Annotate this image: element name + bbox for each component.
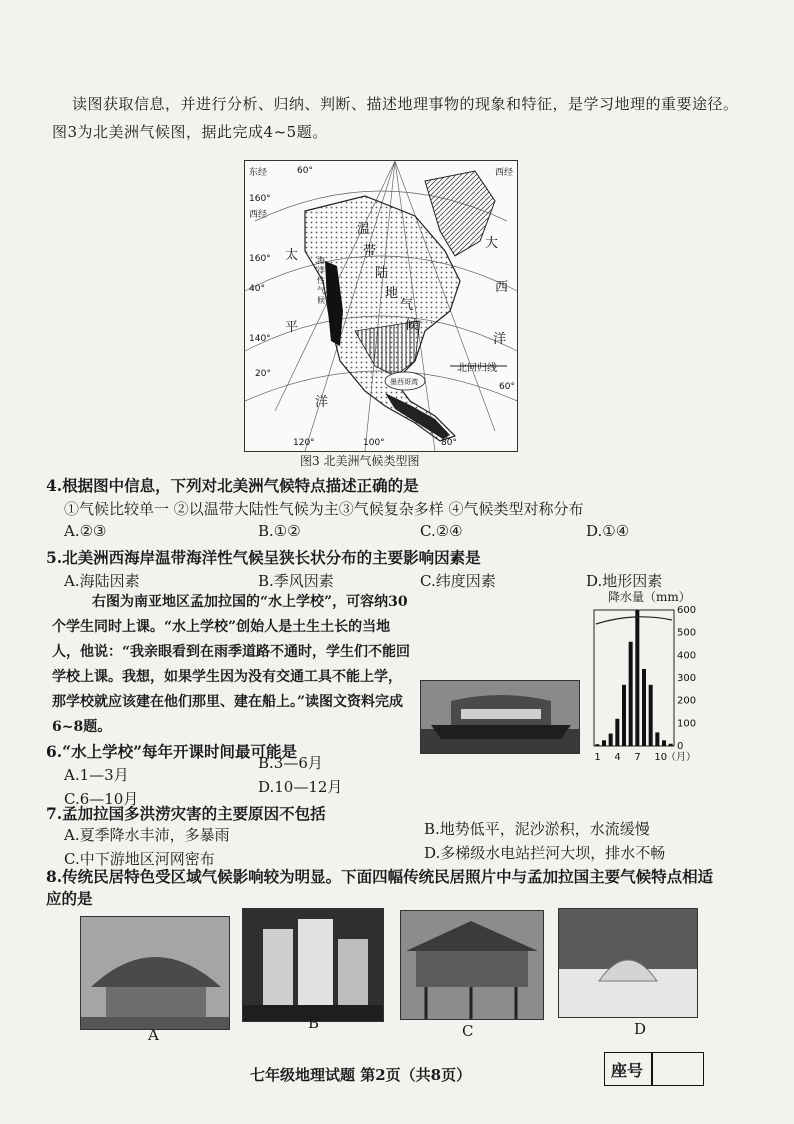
chart-frame xyxy=(594,610,674,746)
label-80w: 80° xyxy=(441,438,457,448)
label-100w: 100° xyxy=(363,438,385,448)
q5-option-d[interactable]: D.地形因素 xyxy=(586,572,663,590)
chart-xlabel: （月） xyxy=(666,752,696,763)
chart-xtick: 1 xyxy=(594,752,601,763)
precipitation-chart xyxy=(578,588,697,768)
chart-svg xyxy=(578,602,697,768)
chart-bar xyxy=(615,719,619,746)
chart-xtick: 10 xyxy=(654,752,668,763)
boat-svg xyxy=(421,681,579,753)
q5-option-a[interactable]: A.海陆因素 xyxy=(64,572,140,590)
house-photo-d xyxy=(558,908,698,1018)
house-label-c: C xyxy=(462,1022,474,1040)
label-gulf: 墨西哥湾 xyxy=(390,378,418,386)
label-dai: 带 xyxy=(363,244,377,259)
label-yang-w: 洋 xyxy=(317,266,325,275)
label-yang: 洋 xyxy=(315,395,329,410)
page-footer: 七年级地理试题 第2页（共8页） xyxy=(250,1066,472,1084)
label-di: 地 xyxy=(385,286,399,301)
chart-temperature-line xyxy=(596,617,672,624)
water-school-boat-photo xyxy=(420,680,580,754)
q4-option-d[interactable]: D.①④ xyxy=(586,522,630,540)
label-tropic: 北回归线 xyxy=(457,363,497,374)
north-america-climate-map xyxy=(244,160,518,452)
label-tai: 太 xyxy=(285,248,299,263)
q4-option-b[interactable]: B.①② xyxy=(258,522,301,540)
house-photo-b xyxy=(242,908,384,1022)
q4-option-a[interactable]: A.②③ xyxy=(64,522,107,540)
chart-ytick: 600 xyxy=(677,605,697,616)
label-da: 大 xyxy=(485,236,499,251)
house-photo-a xyxy=(80,916,230,1030)
q4-stem: 4.根据图中信息，下列对北美洲气候特点描述正确的是 xyxy=(46,476,419,495)
chart-xtick: 4 xyxy=(614,752,621,763)
seat-label: 座号 xyxy=(611,1061,644,1080)
label-west-long-2: 西经 xyxy=(495,168,514,178)
house-label-d: D xyxy=(634,1020,647,1038)
chart-bar xyxy=(662,740,666,746)
q6-option-c[interactable]: C.6—10月 xyxy=(64,790,139,808)
label-hou: 候 xyxy=(405,318,419,333)
q5-option-b[interactable]: B.季风因素 xyxy=(258,572,334,590)
q7-option-a[interactable]: A.夏季降水丰沛，多暴雨 xyxy=(64,826,230,844)
house-label-b: B xyxy=(308,1014,320,1032)
chart-ytick: 500 xyxy=(677,627,697,639)
label-qi: 气 xyxy=(400,298,414,313)
q7-option-d[interactable]: D.多梯级水电站拦河大坝，排水不畅 xyxy=(424,844,666,862)
label-wen: 温 xyxy=(357,222,371,237)
label-yang2: 洋 xyxy=(493,332,507,347)
label-west-long: 西经 xyxy=(249,210,268,220)
house-photo-c xyxy=(400,910,544,1020)
label-hou2: 候 xyxy=(317,296,325,305)
chart-ytick: 300 xyxy=(677,673,697,684)
label-east-long: 东经 xyxy=(249,168,268,178)
q6-option-a[interactable]: A.1—3月 xyxy=(64,766,129,784)
label-160w: 160° xyxy=(249,254,271,264)
q4-option-c[interactable]: C.②④ xyxy=(420,522,463,540)
label-60w: 60° xyxy=(499,382,515,392)
chart-ytick: 400 xyxy=(677,650,697,662)
label-lu: 陆 xyxy=(375,266,389,281)
continent-shape xyxy=(305,196,460,441)
chart-ylabel: 降水量（mm） xyxy=(608,590,691,604)
q4-statements: ①气候比较单一 ②以温带大陆性气候为主③气候复杂多样 ④气候类型对称分布 xyxy=(64,500,584,518)
chart-bar xyxy=(642,669,646,746)
chart-bar xyxy=(649,685,653,746)
chart-bar xyxy=(595,744,599,746)
q5-stem: 5.北美洲西海岸温带海洋性气候呈狭长状分布的主要影响因素是 xyxy=(46,548,481,567)
map-caption: 图3 北美洲气候类型图 xyxy=(300,454,420,468)
chart-bar xyxy=(635,610,639,746)
label-qi2: 气 xyxy=(317,286,325,295)
q7-option-b[interactable]: B.地势低平，泥沙淤积，水流缓慢 xyxy=(424,820,650,838)
chart-ytick: 100 xyxy=(677,718,697,730)
seat-number-box[interactable] xyxy=(604,1052,704,1086)
chart-bar xyxy=(655,732,659,746)
chart-bar xyxy=(622,685,626,746)
house-label-a: A xyxy=(148,1026,159,1044)
chart-bar xyxy=(602,740,606,746)
passage-water-school: 右图为南亚地区孟加拉国的“水上学校”，可容纳30个学生同时上课。“水上学校”创始人是土生土长的当地人，他说：“我亲眼看到在雨季道路不通时，学生们不能回学校上课。我想，如果学生因为没有交通工具不能上学，那学校就应该建在他们那里、建在船上。”读图文资料完成6~8题。 xyxy=(52,594,411,735)
q7-option-c[interactable]: C.中下游地区河网密布 xyxy=(64,850,215,868)
chart-ytick: 0 xyxy=(677,741,684,752)
q6-option-d[interactable]: D.10—12月 xyxy=(258,778,343,796)
q6-stem: 6.“水上学校”每年开课时间最可能是 xyxy=(46,742,298,761)
label-hai: 海 xyxy=(317,256,325,265)
label-140w: 140° xyxy=(249,334,271,344)
central-america-zone xyxy=(385,393,450,439)
chart-ytick: 200 xyxy=(677,695,697,707)
intro-text: 读图获取信息，并进行分析、归纳、判断、描述地理事物的现象和特征，是学习地理的重要途径。图3为北美洲气候图，据此完成4~5题。 xyxy=(52,95,739,141)
q6-option-b[interactable]: B.3—6月 xyxy=(258,754,323,772)
label-ping: 平 xyxy=(285,320,299,335)
chart-xtick: 7 xyxy=(634,752,641,763)
chart-bar xyxy=(629,642,633,746)
q5-option-c[interactable]: C.纬度因素 xyxy=(420,572,496,590)
q8-stem: 8.传统民居特色受区域气候影响较为明显。下面四幅传统民居照片中与孟加拉国主要气候特点相适应的是 xyxy=(46,867,714,908)
label-120w: 120° xyxy=(293,438,315,448)
q7-stem: 7.孟加拉国多洪涝灾害的主要原因不包括 xyxy=(46,804,326,823)
chart-bar xyxy=(609,734,613,746)
label-xi: 西 xyxy=(495,280,509,295)
label-xing: 性 xyxy=(317,276,325,285)
label-40n: 40° xyxy=(249,284,265,294)
map-svg xyxy=(245,161,517,451)
chart-bar xyxy=(669,744,673,746)
label-60: 60° xyxy=(297,166,313,176)
label-160e: 160° xyxy=(249,194,271,204)
label-20n: 20° xyxy=(255,369,271,379)
